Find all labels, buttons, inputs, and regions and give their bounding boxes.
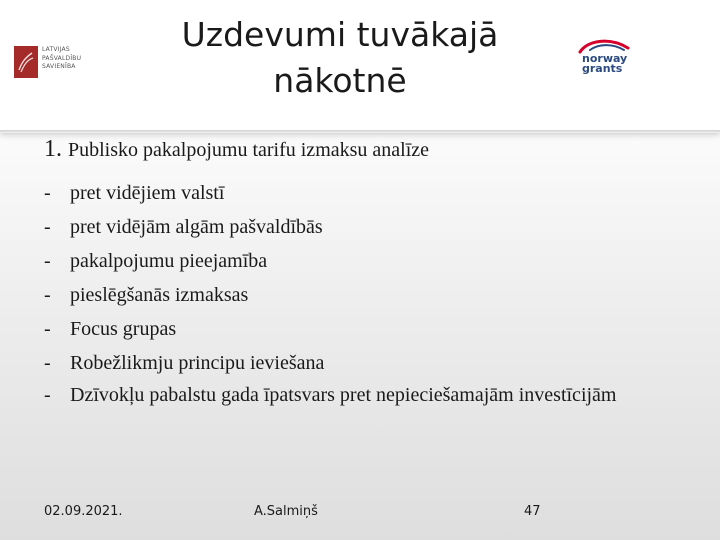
footer: [0, 504, 720, 528]
lps-logo-text: [42, 46, 102, 72]
lps-logo-line: SAVIENĪBA: [42, 63, 76, 70]
footer-author: A.Salmiņš: [254, 504, 318, 519]
grants-word: grants: [582, 62, 623, 75]
heading-text: Publisko pakalpojumu tarifu izmaksu analīze: [68, 139, 430, 161]
bullet-dash: -: [44, 318, 51, 340]
title-line-1: Uzdevumi tuvākajā: [181, 15, 499, 54]
list-item: [44, 210, 684, 244]
list-item: [44, 244, 684, 278]
list-item: [44, 176, 684, 210]
lps-emblem-icon: [14, 46, 38, 78]
list-item: [44, 278, 684, 312]
norway-word: norway: [582, 52, 628, 65]
bullet-dash: -: [44, 352, 51, 374]
heading-number: 1.: [44, 136, 62, 162]
norway-grants-logo: [574, 38, 634, 82]
list-item: [44, 380, 684, 410]
list-item: [44, 346, 684, 380]
bullet-dash: -: [44, 182, 51, 204]
bullet-dash: -: [44, 284, 51, 306]
section-heading: [44, 136, 429, 163]
header: [0, 0, 720, 132]
title-line-2: nākotnē: [273, 61, 407, 100]
bullet-text: Dzīvokļu pabalstu gada īpatsvars pret nepieciešamajām investīcijām: [70, 384, 617, 406]
bullet-text: Focus grupas: [70, 318, 177, 340]
bullet-text: pret vidējām algām pašvaldībās: [70, 216, 323, 238]
bullet-text: Robežlikmju principu ieviešana: [70, 352, 325, 374]
page-number: 47: [524, 504, 541, 519]
list-item: [44, 312, 684, 346]
lps-logo: [14, 46, 94, 80]
bullet-text: pret vidējiem valstī: [70, 182, 225, 204]
lps-logo-line: LATVIJAS: [42, 46, 70, 53]
bullet-dash: -: [44, 216, 51, 238]
slide-title: [140, 12, 540, 104]
bullet-text: pieslēgšanās izmaksas: [70, 284, 249, 306]
bullet-text: pakalpojumu pieejamība: [70, 250, 268, 272]
header-divider: [0, 130, 720, 133]
bullet-list: [44, 176, 684, 410]
lps-logo-line: PAŠVALDĪBU: [42, 54, 82, 62]
footer-date: 02.09.2021.: [44, 504, 123, 519]
bullet-dash: -: [44, 250, 51, 272]
bullet-dash: -: [44, 384, 51, 406]
